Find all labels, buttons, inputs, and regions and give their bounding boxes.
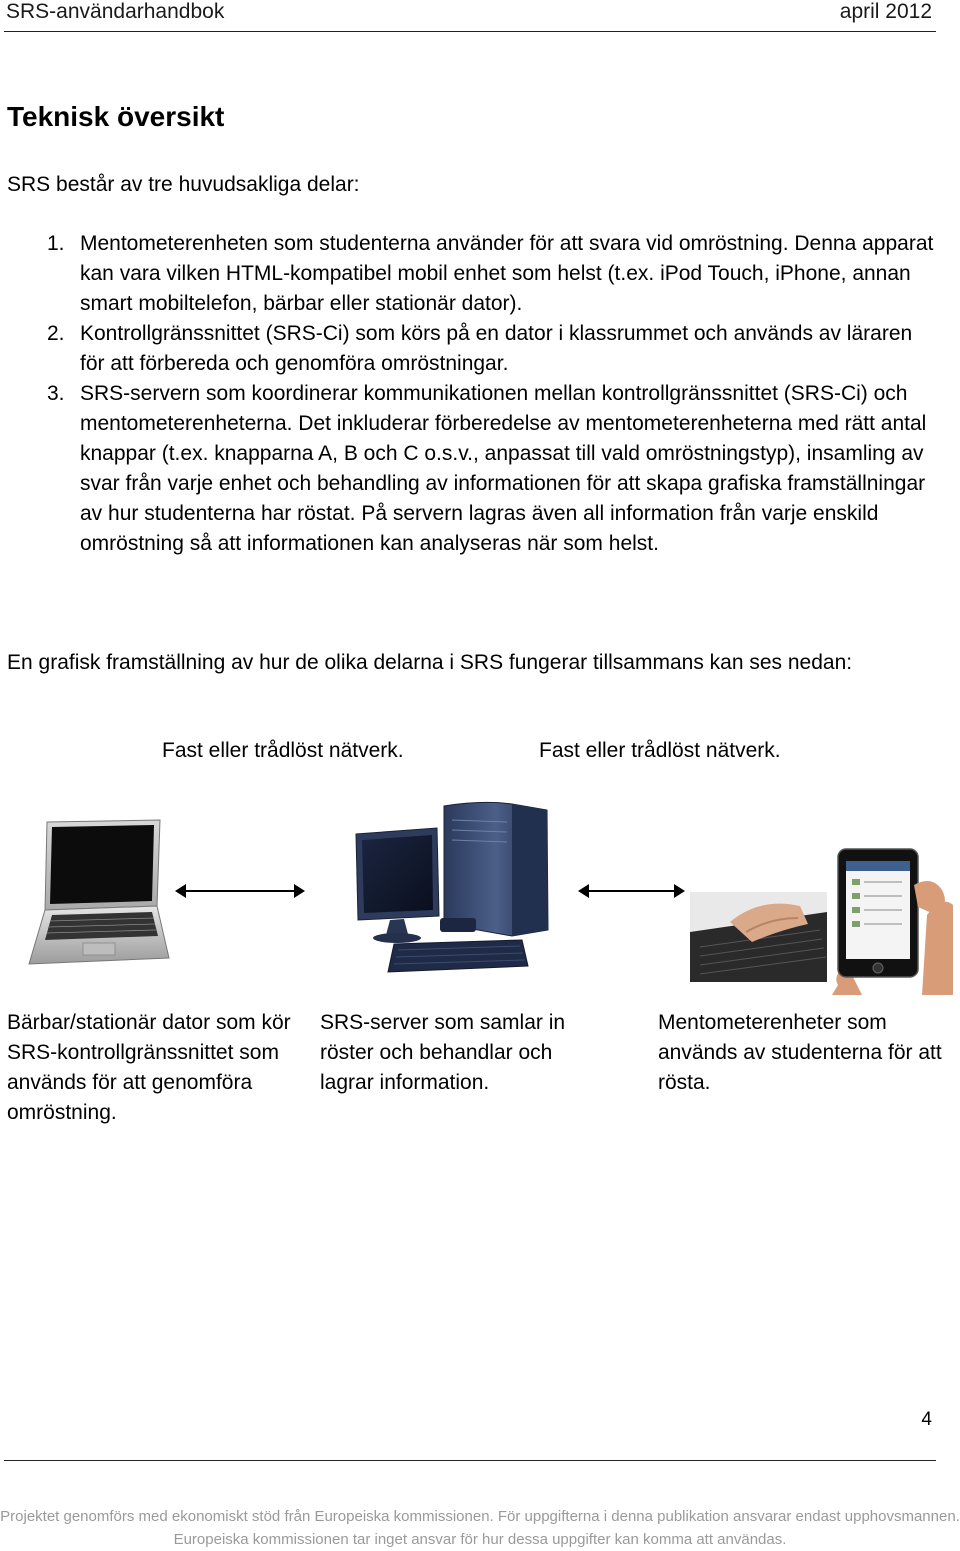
bidirectional-arrow [580, 890, 683, 892]
header-right: april 2012 [839, 0, 932, 23]
server-computer-icon [352, 800, 552, 978]
list-item [7, 319, 937, 379]
list-number: 1. [47, 232, 65, 255]
list-item [7, 229, 937, 319]
list-text: Mentometerenheten som studenterna använder för att svara vid omröstning. Denna apparat kan vara vilken HTML-kompatibel mobil enhet som helst (t.ex. iPod Touch, iPhone, annan smart mobiltelefon, bärbar eller stationär dator). [80, 232, 934, 315]
header-left: SRS-användarhandbok [6, 0, 225, 23]
footer-disclaimer: Projektet genomförs med ekonomiskt stöd från Europeiska kommissionen. För uppgifterna i denna publikation ansvarar endast upphovsmannen. Europeiska kommissionen tar inget ansvar för hur dessa uppgifter kan komma att användas. [0, 1508, 960, 1548]
page-title: Teknisk översikt [7, 101, 225, 132]
network-label-left: Fast eller trådlöst nätverk. [162, 739, 404, 762]
list-text: SRS-servern som koordinerar kommunikationen mellan kontrollgränssnittet (SRS-Ci) och mentometerenheterna. Det inkluderar förberedelse av mentometerenheterna med rätt antal knappar (t.ex. knapparna A, B och C o.s.v., anpassat till vald omröstningstyp), insamling av svar från varje enhet och behandling av informationen för att skapa grafiska framställningar av hur studenterna har röstat. På servern lagras även all information från varje enskild omröstning så att informationen kan analyseras när som helst. [80, 382, 927, 555]
component-list [7, 229, 937, 559]
footer-divider [4, 1460, 936, 1461]
header-divider [4, 31, 936, 32]
bidirectional-arrow [177, 890, 303, 892]
caption-devices: Mentometerenheter som används av studenterna för att rösta. [658, 1011, 942, 1094]
list-number: 3. [47, 382, 65, 405]
network-label-right: Fast eller trådlöst nätverk. [539, 739, 781, 762]
diagram-intro: En grafisk framställning av hur de olika delarna i SRS fungerar tillsammans kan ses nedan: [7, 651, 853, 674]
caption-laptop: Bärbar/stationär dator som kör SRS-kontrollgränssnittet som används för att genomföra omröstning. [7, 1011, 291, 1124]
intro-text: SRS består av tre huvudsakliga delar: [7, 173, 360, 196]
smartphone-icon [832, 845, 953, 995]
list-text: Kontrollgränssnittet (SRS-Ci) som körs på en dator i klassrummet och används av läraren för att förbereda och genomföra omröstningar. [80, 322, 913, 375]
page-number: 4 [921, 1409, 932, 1430]
laptop-icon [25, 818, 170, 968]
list-item [7, 379, 937, 559]
caption-server: SRS-server som samlar in röster och behandlar och lagrar information. [320, 1011, 566, 1094]
student-laptop-typing-icon [690, 892, 827, 982]
list-number: 2. [47, 322, 65, 345]
